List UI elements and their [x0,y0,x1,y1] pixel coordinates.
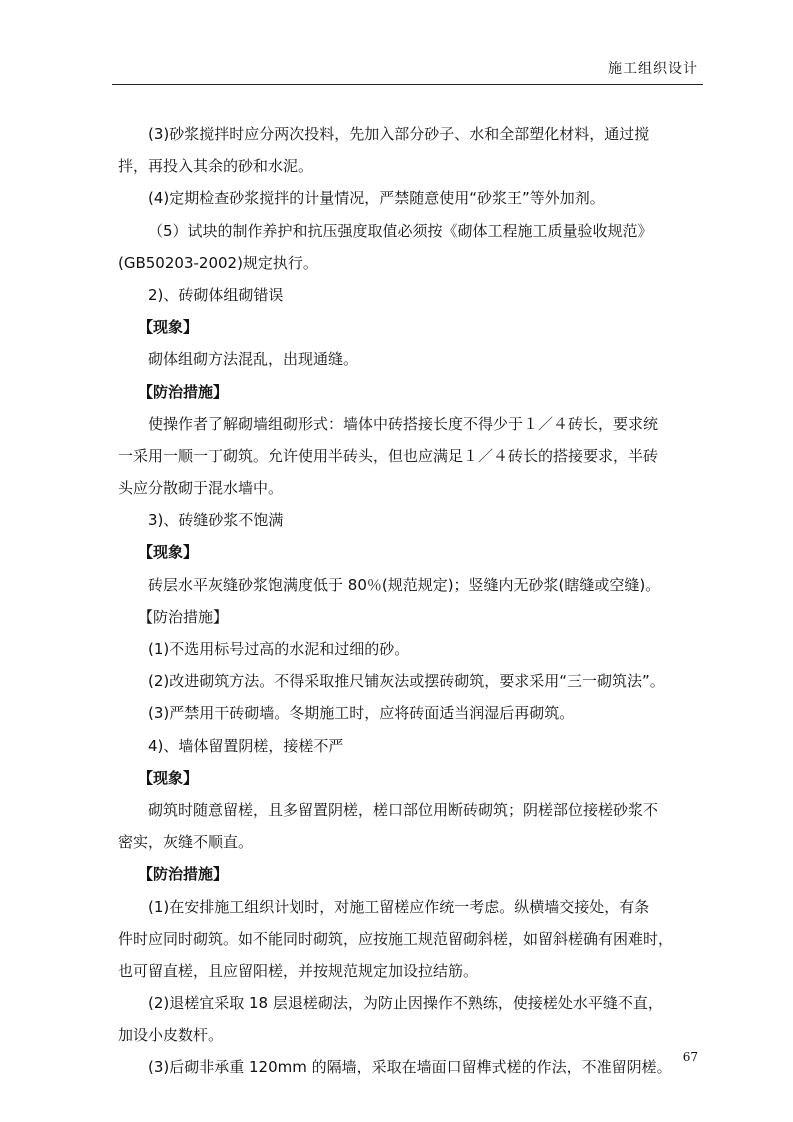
text-line: 4)、墙体留置阴槎，接槎不严 [148,736,344,755]
text-line: (1)不选用标号过高的水泥和过细的砂。 [148,640,410,658]
text-line: (2)改进砌筑方法。不得采取推尺铺灰法或摆砖砌筑，要求采用“三一砌筑法”。 [148,672,665,691]
text-line: (1)在安排施工组织计划时，对施工留槎应作统一考虑。纵横墙交接处，有条 [148,897,650,916]
text-line: (4)定期检查砂浆搅拌的计量情况，严禁随意使用“砂浆王”等外加剂。 [148,189,605,208]
document-body [118,118,718,1084]
text-line: (3)严禁用干砖砌墙。冬期施工时，应将砖面适当润湿后再砌筑。 [148,704,575,723]
text-line: 砌体组砌方法混乱，出现通缝。 [148,350,359,369]
text-line: 使操作者了解砌墙组砌形式：墙体中砖搭接长度不得少于１／４砖长，要求统 [148,414,659,433]
text-line: 加设小皮数杆。 [118,1026,224,1045]
text-line: (2)退槎宜采取 18 层退槎砌法，为防止因操作不熟练，使接槎处水平缝不直， [148,994,663,1013]
header-title: 施工组织设计 [608,61,698,77]
text-line: 【防治措施】 [138,607,229,626]
section-heading: 【防治措施】 [138,865,229,884]
text-line: 砌筑时随意留槎，且多留置阴槎，槎口部位用断砖砌筑；阴槎部位接槎砂浆不 [148,800,659,819]
text-line: 砖层水平灰缝砂浆饱满度低于 80％(规范规定)；竖缝内无砂浆(瞎缝或空缝)。 [148,575,661,594]
text-line: (3)砂浆搅拌时应分两次投料，先加入部分砂子、水和全部塑化材料，通过搅 [148,125,650,143]
text-line: （5）试块的制作养护和抗压强度取值必须按《砌体工程施工质量验收规范》 [148,221,653,240]
header-divider [112,84,703,85]
section-heading: 【现象】 [138,768,199,787]
text-line: 头应分散砌于混水墙中。 [118,479,284,498]
section-heading: 【现象】 [138,318,199,337]
text-line: 密实，灰缝不顺直。 [118,833,254,852]
text-line: 一采用一顺一丁砌筑。允许使用半砖头，但也应满足１／４砖长的搭接要求，半砖 [118,446,659,465]
text-line: (GB50203-2002)规定执行。 [118,253,318,272]
text-line: 3)、砖缝砂浆不饱满 [148,511,284,530]
text-line: 也可留直槎，且应留阳槎，并按规范规定加设拉结筋。 [118,961,479,980]
text-line: 件时应同时砌筑。如不能同时砌筑，应按施工规范留砌斜槎，如留斜槎确有困难时， [118,929,674,948]
page-number: 67 [682,1050,698,1064]
text-line: 拌，再投入其余的砂和水泥。 [118,157,314,176]
section-heading: 【防治措施】 [138,382,229,401]
section-heading: 【现象】 [138,543,199,562]
text-line: (3)后砌非承重 120mm 的隔墙，采取在墙面口留榫式槎的作法，不准留阴槎。 [148,1058,672,1077]
text-line: 2)、砖砌体组砌错误 [148,285,284,304]
